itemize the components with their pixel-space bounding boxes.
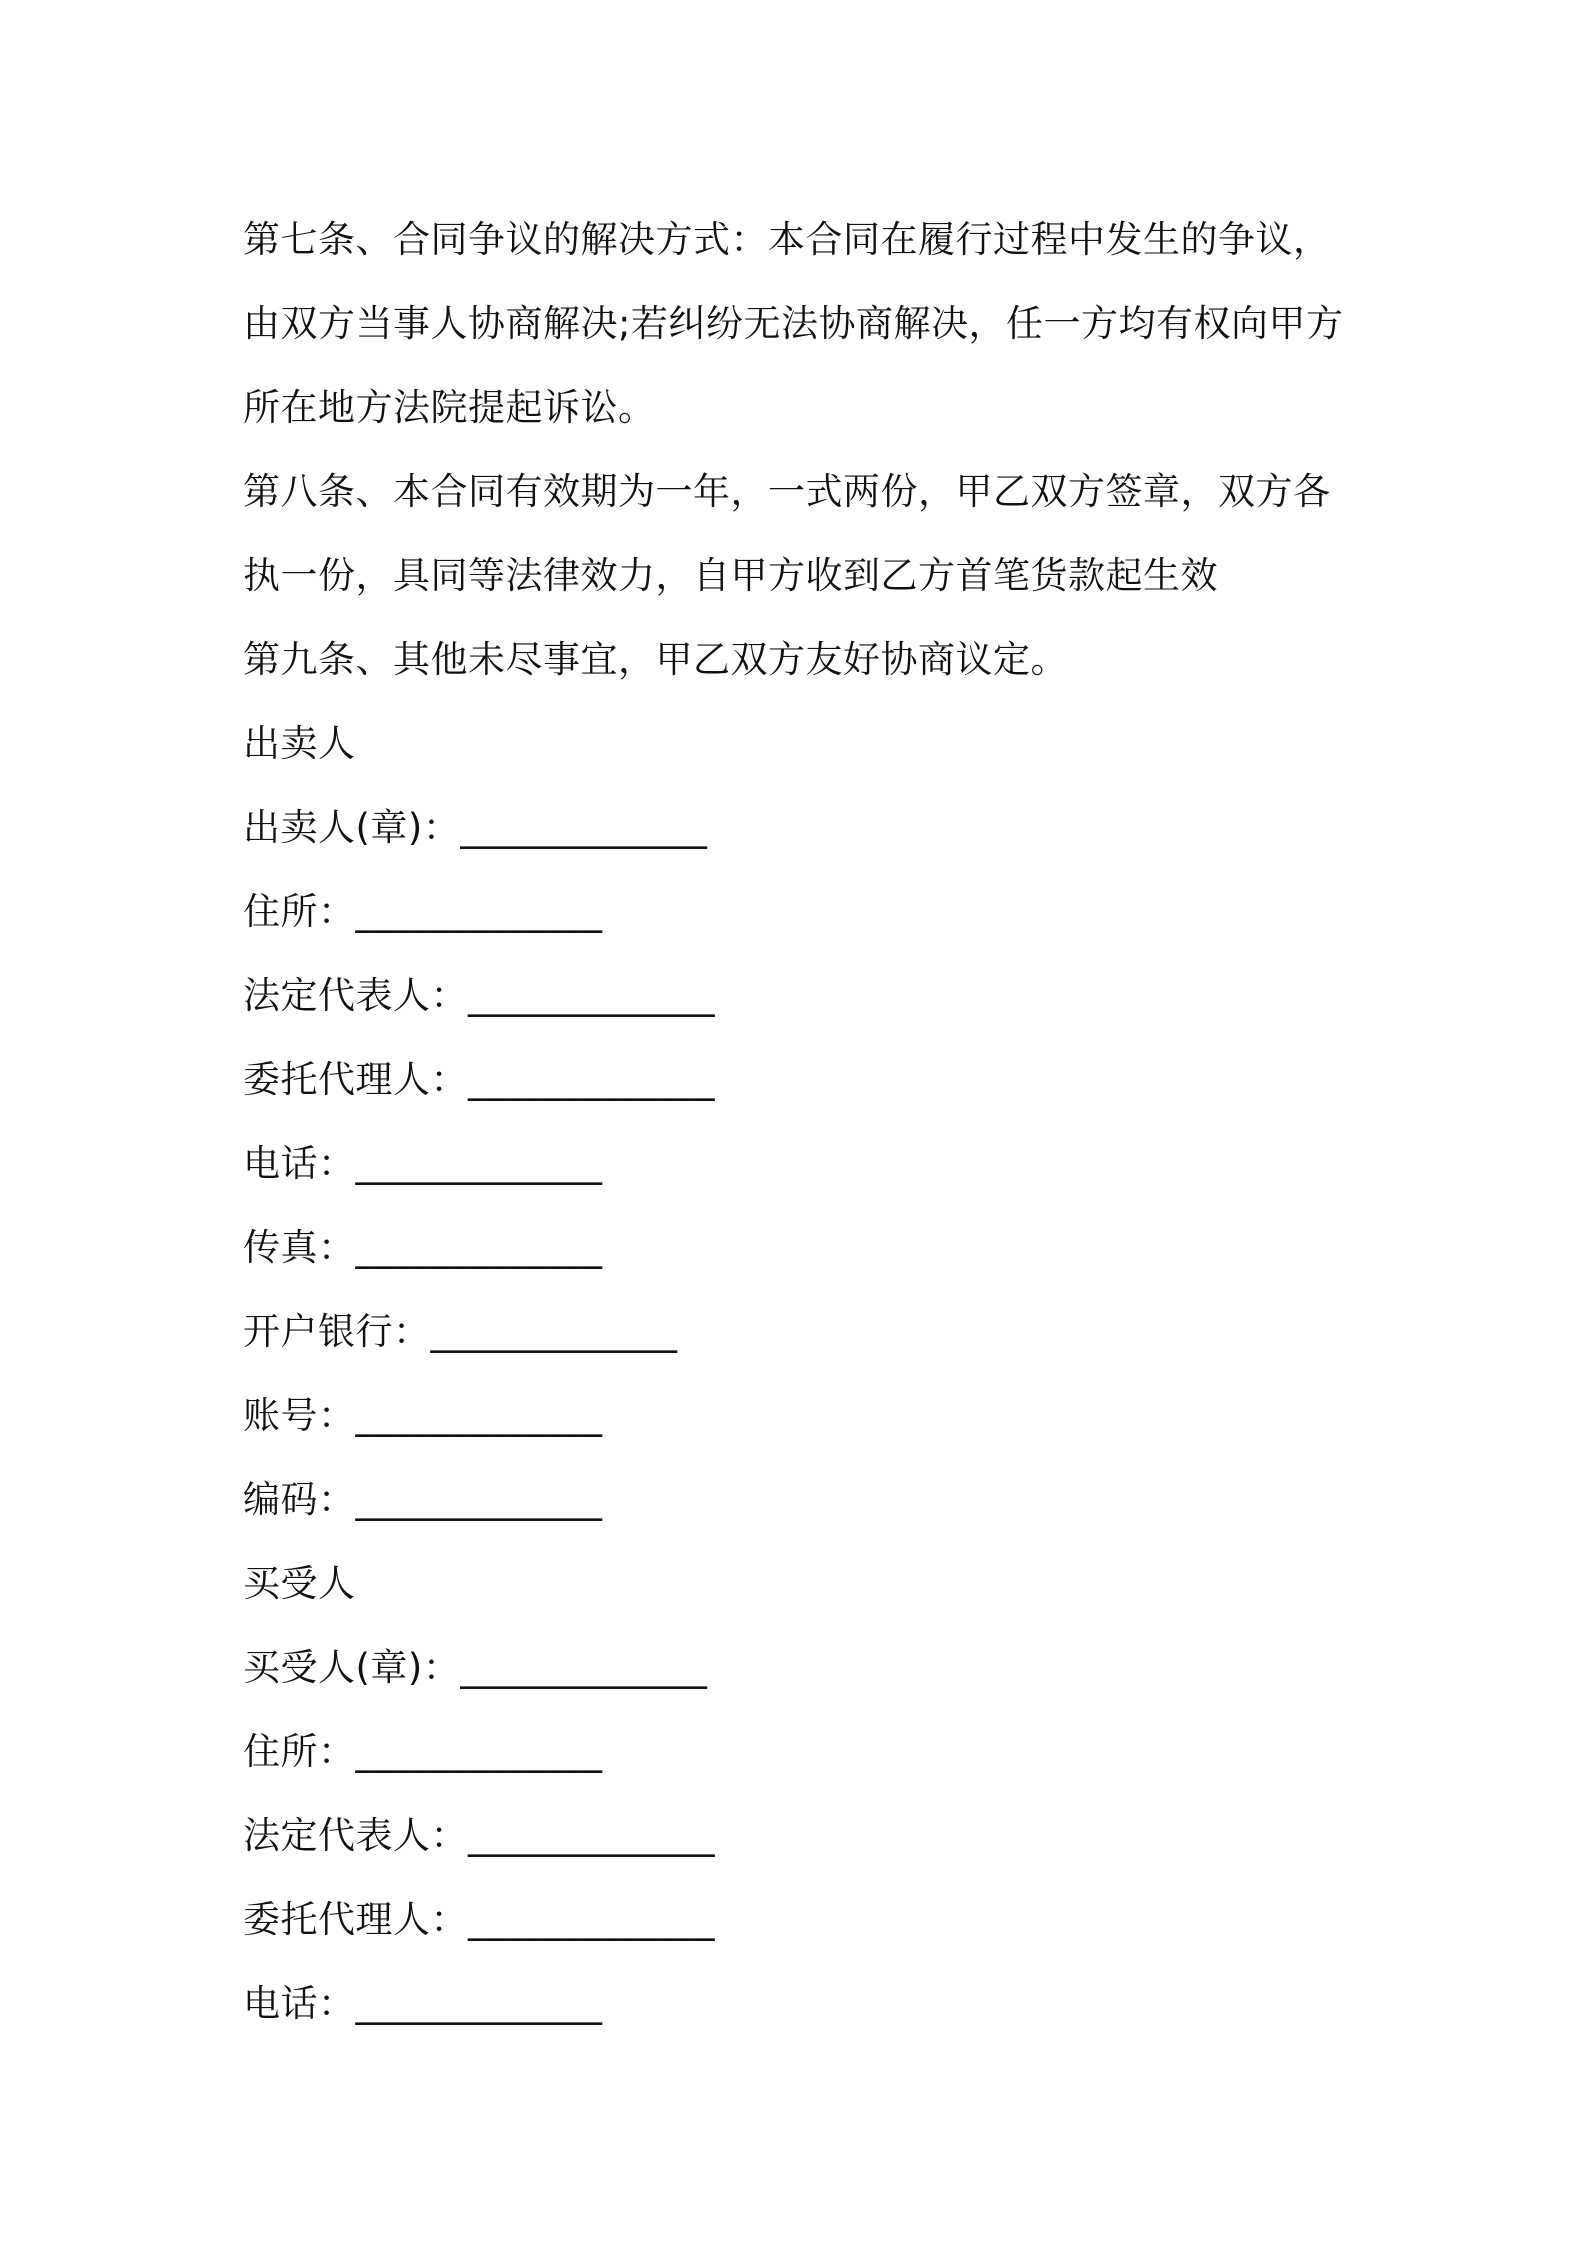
seller-agent-field: 委托代理人：_____________ <box>243 1058 715 1101</box>
seller-phone-field: 电话：_____________ <box>243 1142 603 1185</box>
seller-bank-field: 开户银行：_____________ <box>243 1310 678 1353</box>
buyer-heading: 买受人 <box>243 1562 356 1605</box>
seller-account-field: 账号：_____________ <box>243 1394 603 1437</box>
clause-8: 第八条、本合同有效期为一年，一式两份，甲乙双方签章，双方各执一份，具同等法律效力，自甲方收到乙方首笔货款起生效 <box>243 470 1331 597</box>
buyer-address-field: 住所：_____________ <box>243 1730 603 1773</box>
buyer-agent-field: 委托代理人：_____________ <box>243 1898 715 1941</box>
seller-legal-rep-field: 法定代表人：_____________ <box>243 974 715 1017</box>
seller-heading: 出卖人 <box>243 722 356 765</box>
seller-code-field: 编码：_____________ <box>243 1478 603 1521</box>
seller-address-field: 住所：_____________ <box>243 890 603 933</box>
clause-7: 第七条、合同争议的解决方式：本合同在履行过程中发生的争议，由双方当事人协商解决;若纠纷无法协商解决，任一方均有权向甲方所在地方法院提起诉讼。 <box>243 218 1344 429</box>
buyer-legal-rep-field: 法定代表人：_____________ <box>243 1814 715 1857</box>
buyer-phone-field: 电话：_____________ <box>243 1982 603 2025</box>
seller-seal-field: 出卖人(章)：_____________ <box>243 806 708 849</box>
document-body <box>243 198 1363 2046</box>
clause-9: 第九条、其他未尽事宜，甲乙双方友好协商议定。 <box>243 638 1068 681</box>
buyer-seal-field: 买受人(章)：_____________ <box>243 1646 708 1689</box>
seller-fax-field: 传真：_____________ <box>243 1226 603 1269</box>
